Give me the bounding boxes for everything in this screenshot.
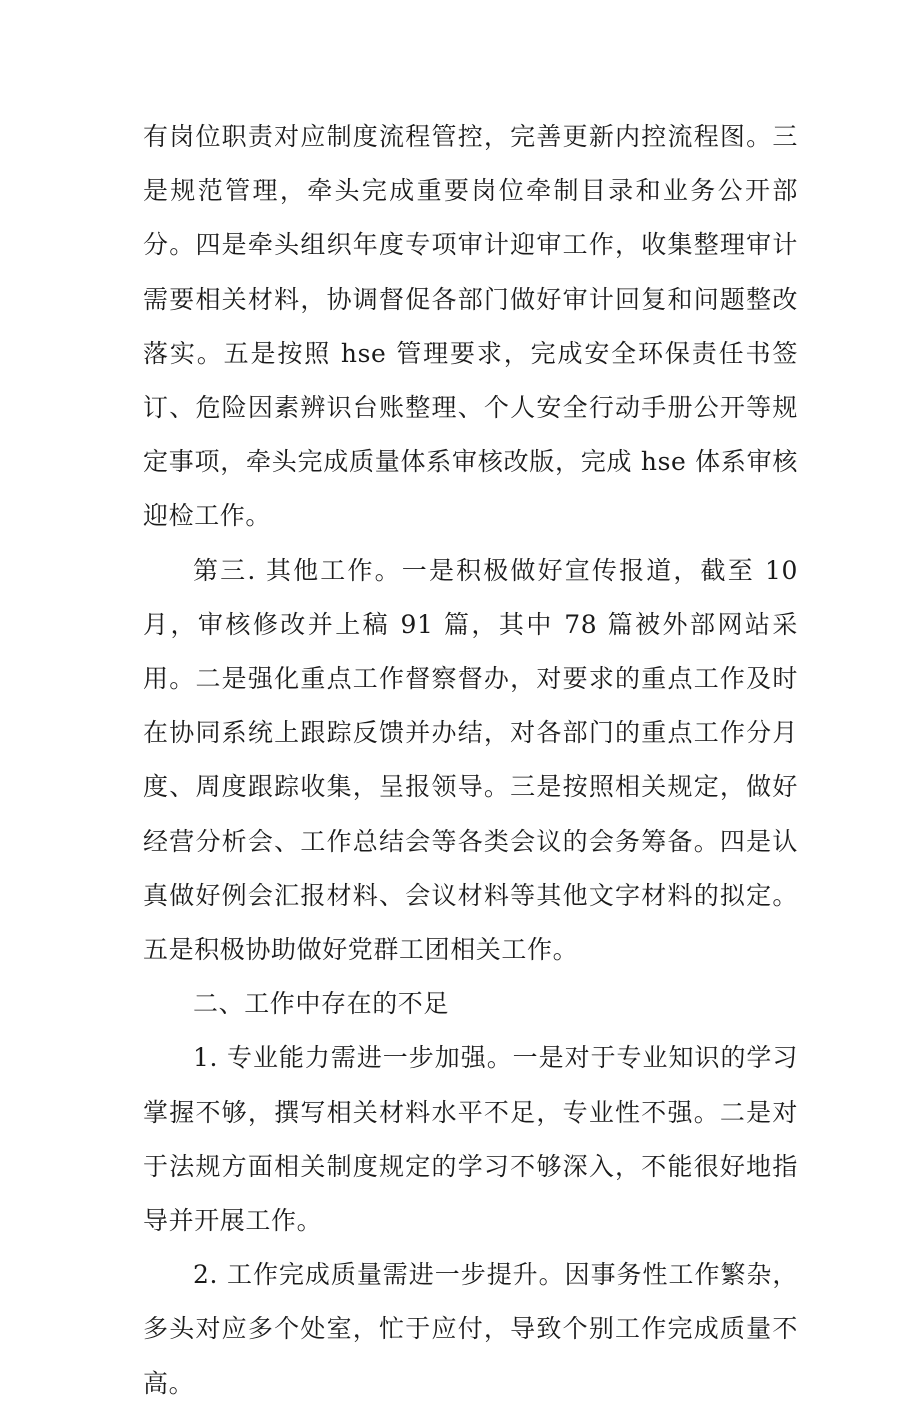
paragraph-shortcoming-1: 1. 专业能力需进一步加强。一是对于专业知识的学习掌握不够，撰写相关材料水平不足，专业性不强。二是对于法规方面相关制度规定的学习不够深入，不能很好地指导并开展工作。 — [143, 1043, 798, 1236]
document-body — [143, 110, 798, 1411]
paragraph-shortcoming-2: 2. 工作完成质量需进一步提升。因事务性工作繁杂，多头对应多个处室，忙于应付，导致个别工作完成质量不高。 — [143, 1260, 798, 1398]
paragraph-continued-internal-control: 有岗位职责对应制度流程管控，完善更新内控流程图。三是规范管理，牵头完成重要岗位牵制目录和业务公开部分。四是牵头组织年度专项审计迎审工作，收集整理审计需要相关材料，协调督促各部门做好审计回复和问题整改落实。五是按照 hse 管理要求，完成安全环保责任书签订、危险因素辨识台账整理、个人安全行动手册公开等规定事项，牵头完成质量体系审核改版，完成 hse 体系审核迎检工作。 — [143, 122, 798, 531]
paragraph-other-work: 第三. 其他工作。一是积极做好宣传报道，截至 10 月，审核修改并上稿 91 篇，其中 78 篇被外部网站采用。二是强化重点工作督察督办，对要求的重点工作及时在协同系统上跟踪反馈并办结，对各部门的重点工作分月度、周度跟踪收集，呈报领导。三是按照相关规定，做好经营分析会、工作总结会等各类会议的会务筹备。四是认真做好例会汇报材料、会议材料等其他文字材料的拟定。五是积极协助做好党群工团相关工作。 — [143, 555, 798, 965]
section-heading-shortcomings: 二、工作中存在的不足 — [193, 989, 450, 1019]
